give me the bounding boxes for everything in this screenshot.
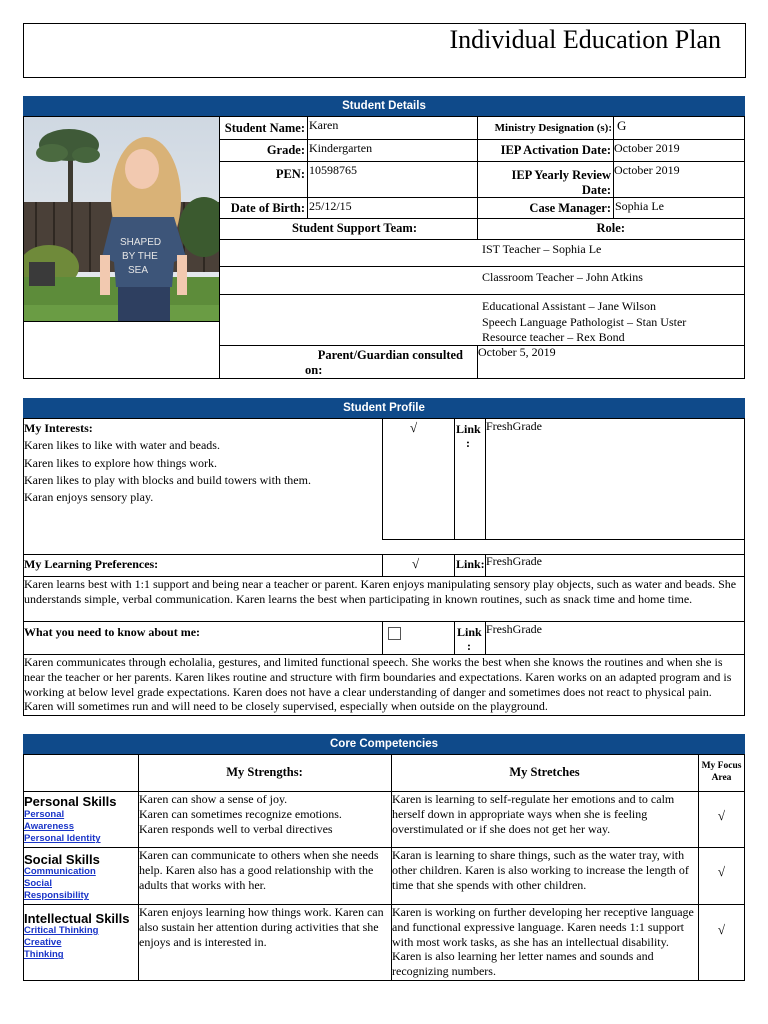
grade-value: Kindergarten bbox=[309, 141, 373, 155]
learning-check-icon: √ bbox=[412, 556, 420, 571]
iep-activation-label: IEP Activation Date: bbox=[500, 143, 611, 157]
col-focus-header-line1: My Focus bbox=[701, 761, 742, 771]
team-member: IST Teacher – Sophia Le bbox=[482, 242, 602, 256]
competency-link[interactable]: Communication bbox=[24, 866, 96, 877]
team-member: Speech Language Pathologist – Stan Uster bbox=[482, 315, 687, 329]
case-manager-value: Sophia Le bbox=[615, 199, 664, 213]
iep-review-value: October 2019 bbox=[614, 163, 680, 177]
interest-item: Karan enjoys sensory play. bbox=[24, 490, 154, 504]
interests-link-value[interactable]: FreshGrade bbox=[486, 419, 542, 433]
learning-link-label: Link: bbox=[456, 557, 485, 571]
col-stretches-header: My Stretches bbox=[509, 765, 580, 779]
iep-activation-value: October 2019 bbox=[614, 141, 680, 155]
student-name-value: Karen bbox=[309, 118, 339, 132]
skill-social: Social Skills bbox=[24, 852, 100, 867]
stretch-text: Karan is learning to share things, such as the water tray, with other children. Karen is also working to increase the length of time that she spends with other children. bbox=[392, 848, 689, 892]
case-manager-label: Case Manager: bbox=[529, 201, 611, 215]
skill-personal: Personal Skills bbox=[24, 794, 117, 809]
interest-item: Karen likes to like with water and beads. bbox=[24, 438, 220, 452]
learning-preferences-label: My Learning Preferences: bbox=[24, 557, 159, 571]
iep-review-label-line2: Date: bbox=[581, 183, 611, 197]
ministry-designation-value: G bbox=[617, 118, 627, 133]
learning-link-value[interactable]: FreshGrade bbox=[486, 554, 542, 568]
svg-text:SEA: SEA bbox=[128, 265, 149, 276]
pen-label: PEN: bbox=[275, 167, 305, 181]
parent-consulted-label-line2: on: bbox=[305, 363, 323, 377]
need-to-know-link-colon: : bbox=[467, 639, 471, 653]
dob-value: 25/12/15 bbox=[309, 199, 352, 213]
interests-check-icon: √ bbox=[410, 420, 418, 435]
student-name-label: Student Name: bbox=[224, 121, 305, 135]
strength-item: Karen enjoys learning how things work. Karen can also sustain her attention during activities that she enjoys and is interested in. bbox=[139, 905, 384, 949]
team-member: Resource teacher – Rex Bond bbox=[482, 330, 625, 344]
strength-item: Karen can sometimes recognize emotions. bbox=[139, 806, 342, 821]
col-strengths-header: My Strengths: bbox=[226, 765, 303, 779]
support-team-label: Student Support Team: bbox=[291, 221, 417, 235]
competency-link[interactable]: Critical Thinking bbox=[24, 925, 99, 936]
student-details-header: Student Details bbox=[23, 96, 745, 116]
focus-check-icon: √ bbox=[717, 922, 726, 937]
learning-preferences-text: Karen learns best with 1:1 support and being near a teacher or parent. Karen enjoys manipulating sensory play objects, such as water and beads. She understands simple, verbal communication. Karen learns the best when participating in known routines, such as snack time and home time. bbox=[24, 577, 737, 606]
role-label: Role: bbox=[596, 221, 625, 235]
pen-value: 10598765 bbox=[309, 163, 357, 177]
stretch-text: Karen is working on further developing her receptive language and functional expressive language. Karen needs 1:1 support with most work tasks, as she has an intellectual disability. Karen is also learning her letter names and sounds and recognizing numbers. bbox=[392, 905, 694, 979]
ministry-designation-label: Ministry Designation (s): bbox=[494, 122, 612, 134]
parent-consulted-label-line1: Parent/Guardian consulted bbox=[317, 348, 463, 362]
team-member: Classroom Teacher – John Atkins bbox=[482, 270, 643, 284]
core-competencies-header: Core Competencies bbox=[23, 734, 745, 754]
page-title: Individual Education Plan bbox=[449, 25, 721, 54]
strength-item: Karen can communicate to others when she needs help. Karen also has a good relationship with the adults that works with her. bbox=[139, 848, 379, 892]
svg-text:BY THE: BY THE bbox=[122, 251, 158, 262]
skill-intellectual: Intellectual Skills bbox=[24, 911, 130, 926]
focus-check-icon: √ bbox=[717, 864, 726, 879]
interest-item: Karen likes to explore how things work. bbox=[24, 456, 217, 470]
interests-link-label: Link bbox=[456, 422, 481, 436]
col-focus-header-line2: Area bbox=[711, 773, 732, 783]
student-profile-header: Student Profile bbox=[23, 398, 745, 418]
stretch-text: Karen is learning to self-regulate her emotions and to calm herself down in appropriate ways when she is feeling overstimulated or if she does not get her way. bbox=[392, 792, 675, 836]
dob-label: Date of Birth: bbox=[230, 201, 305, 215]
strength-item: Karen can show a sense of joy. bbox=[139, 792, 288, 806]
competency-link[interactable]: Thinking bbox=[24, 949, 64, 961]
need-to-know-label: What you need to know about me: bbox=[24, 625, 201, 639]
grade-label: Grade: bbox=[266, 143, 305, 157]
student-photo bbox=[24, 117, 219, 321]
focus-check-icon: √ bbox=[717, 808, 726, 823]
need-to-know-link-label: Link bbox=[457, 625, 482, 639]
interests-link-colon: : bbox=[466, 436, 470, 450]
interest-item: Karen likes to play with blocks and build towers with them. bbox=[24, 473, 311, 487]
interests-label: My Interests: bbox=[24, 421, 93, 435]
title-box bbox=[23, 23, 746, 78]
competency-link[interactable]: Social bbox=[24, 878, 52, 890]
need-to-know-link-value[interactable]: FreshGrade bbox=[486, 622, 542, 636]
strength-item: Karen responds well to verbal directives bbox=[139, 821, 333, 836]
competency-link[interactable]: Personal Identity bbox=[24, 833, 101, 845]
parent-consulted-date: October 5, 2019 bbox=[478, 345, 556, 359]
svg-text:SHAPED: SHAPED bbox=[120, 237, 162, 248]
competency-link[interactable]: Personal bbox=[24, 809, 65, 820]
need-to-know-text: Karen communicates through echolalia, gestures, and limited functional speech. She works the best when she knows the routines and when she is near the teacher or her parents. Karen likes routine and structure with firm boundaries and expectations. Karen works on an adapted program and is working at below level grade expectations. Karen does not have a clear understanding of danger and sometimes does not react to physical pain. Karen will sometimes run and will need to be closely supervised, especially when outside on the playground. bbox=[24, 655, 732, 714]
iep-review-label-line1: IEP Yearly Review bbox=[511, 168, 611, 182]
competency-link[interactable]: Responsibility bbox=[24, 890, 89, 902]
need-to-know-checkbox[interactable] bbox=[388, 627, 401, 640]
competency-link[interactable]: Creative bbox=[24, 937, 62, 949]
team-member: Educational Assistant – Jane Wilson bbox=[482, 299, 656, 313]
competency-link[interactable]: Awareness bbox=[24, 821, 74, 833]
